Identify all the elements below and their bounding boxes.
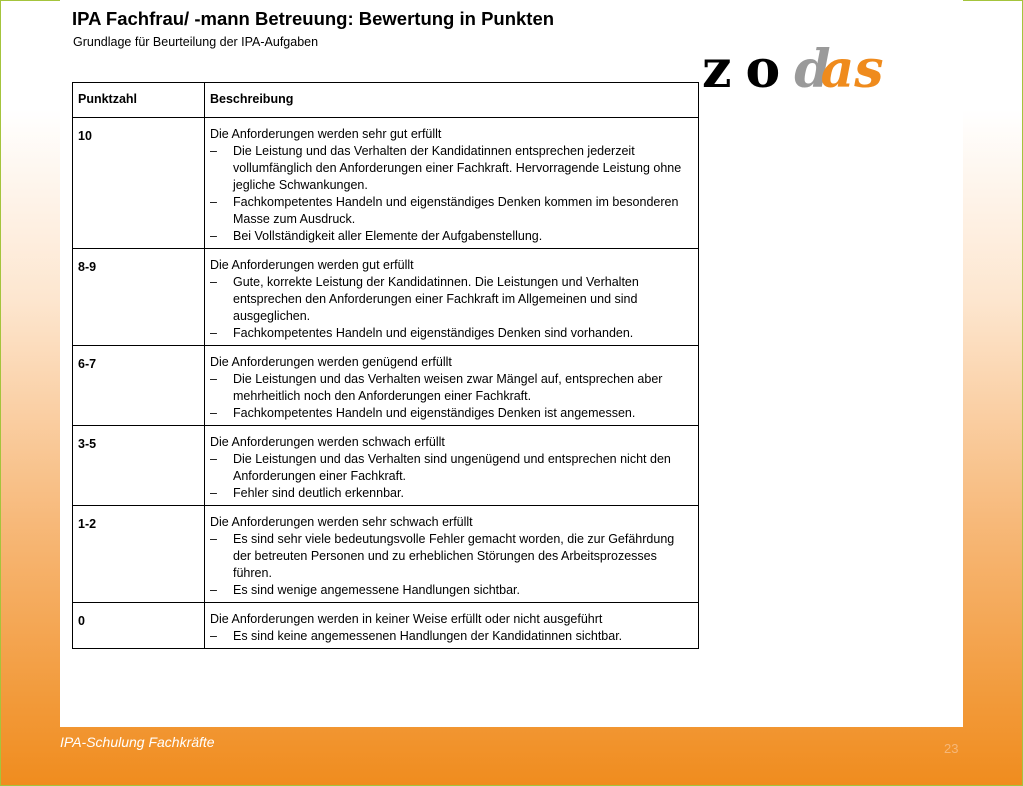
column-header-punktzahl: Punktzahl bbox=[73, 83, 205, 118]
criteria-list bbox=[210, 371, 693, 422]
criteria-item: – Es sind keine angemessenen Handlungen der Kandidatinnen sichtbar. bbox=[210, 628, 693, 645]
criteria-item: – Die Leistungen und das Verhalten weisen zwar Mängel auf, entsprechen aber mehrheitlich noch den Anforderungen einer Fachkraft. bbox=[210, 371, 693, 405]
criteria-list bbox=[210, 143, 693, 245]
score-cell: 3-5 bbox=[73, 426, 205, 506]
score-cell: 8-9 bbox=[73, 249, 205, 346]
rating-table bbox=[72, 82, 699, 649]
score-cell: 0 bbox=[73, 603, 205, 649]
description-cell bbox=[205, 249, 699, 346]
table-row bbox=[73, 506, 699, 603]
description-heading: Die Anforderungen werden gut erfüllt bbox=[210, 258, 414, 272]
criteria-item: – Es sind sehr viele bedeutungsvolle Fehler gemacht worden, die zur Gefährdung der betreuten Personen und zu erheblichen Störungen des Arbeitsprozesses führen. bbox=[210, 531, 693, 582]
criteria-list bbox=[210, 531, 693, 599]
logo-das bbox=[794, 40, 883, 100]
description-heading: Die Anforderungen werden schwach erfüllt bbox=[210, 435, 445, 449]
footer-label: IPA-Schulung Fachkräfte bbox=[60, 734, 215, 750]
description-heading: Die Anforderungen werden genügend erfüllt bbox=[210, 355, 452, 369]
description-heading: Die Anforderungen werden sehr gut erfüllt bbox=[210, 127, 442, 141]
score-cell: 10 bbox=[73, 118, 205, 249]
logo-letter-z: z bbox=[702, 39, 732, 100]
score-cell: 6-7 bbox=[73, 346, 205, 426]
table-header-row bbox=[73, 83, 699, 118]
table-body bbox=[73, 118, 699, 649]
score-cell: 1-2 bbox=[73, 506, 205, 603]
criteria-item: – Fachkompetentes Handeln und eigenständiges Denken kommen im besonderen Masse zum Ausdruck. bbox=[210, 194, 693, 228]
table-row bbox=[73, 426, 699, 506]
description-cell bbox=[205, 346, 699, 426]
description-heading: Die Anforderungen werden sehr schwach erfüllt bbox=[210, 515, 473, 529]
criteria-list bbox=[210, 274, 693, 342]
description-cell bbox=[205, 603, 699, 649]
criteria-item: – Es sind wenige angemessene Handlungen sichtbar. bbox=[210, 582, 693, 599]
criteria-list bbox=[210, 628, 693, 645]
zodas-logo bbox=[702, 40, 884, 100]
column-header-beschreibung: Beschreibung bbox=[205, 83, 699, 118]
table-row bbox=[73, 249, 699, 346]
page-subtitle: Grundlage für Beurteilung der IPA-Aufgaben bbox=[73, 35, 319, 49]
criteria-list bbox=[210, 451, 693, 502]
description-heading: Die Anforderungen werden in keiner Weise erfüllt oder nicht ausgeführt bbox=[210, 612, 603, 626]
logo-letters-as: as bbox=[820, 39, 884, 100]
criteria-item: – Fehler sind deutlich erkennbar. bbox=[210, 485, 693, 502]
description-cell bbox=[205, 506, 699, 603]
logo-letter-o: o bbox=[745, 39, 781, 100]
description-cell bbox=[205, 426, 699, 506]
page-title: IPA Fachfrau/ -mann Betreuung: Bewertung in Punkten bbox=[72, 8, 555, 29]
logo-letter-d: d bbox=[794, 39, 831, 100]
criteria-item: – Die Leistungen und das Verhalten sind ungenügend und entsprechen nicht den Anforderungen einer Fachkraft. bbox=[210, 451, 693, 485]
criteria-item: – Die Leistung und das Verhalten der Kandidatinnen entsprechen jederzeit vollumfänglich den Anforderungen einer Fachkraft. Hervorragende Leistung ohne jegliche Schwankungen. bbox=[210, 143, 693, 194]
criteria-item: – Fachkompetentes Handeln und eigenständiges Denken ist angemessen. bbox=[210, 405, 693, 422]
criteria-item: – Fachkompetentes Handeln und eigenständiges Denken sind vorhanden. bbox=[210, 325, 693, 342]
table-row bbox=[73, 603, 699, 649]
table-row bbox=[73, 346, 699, 426]
criteria-item: – Bei Vollständigkeit aller Elemente der Aufgabenstellung. bbox=[210, 228, 693, 245]
page-number: 23 bbox=[944, 741, 959, 756]
description-cell bbox=[205, 118, 699, 249]
table-row bbox=[73, 118, 699, 249]
criteria-item: – Gute, korrekte Leistung der Kandidatinnen. Die Leistungen und Verhalten entsprechen den Anforderungen einer Fachkraft im Allgemeinen und sind ausgeglichen. bbox=[210, 274, 693, 325]
